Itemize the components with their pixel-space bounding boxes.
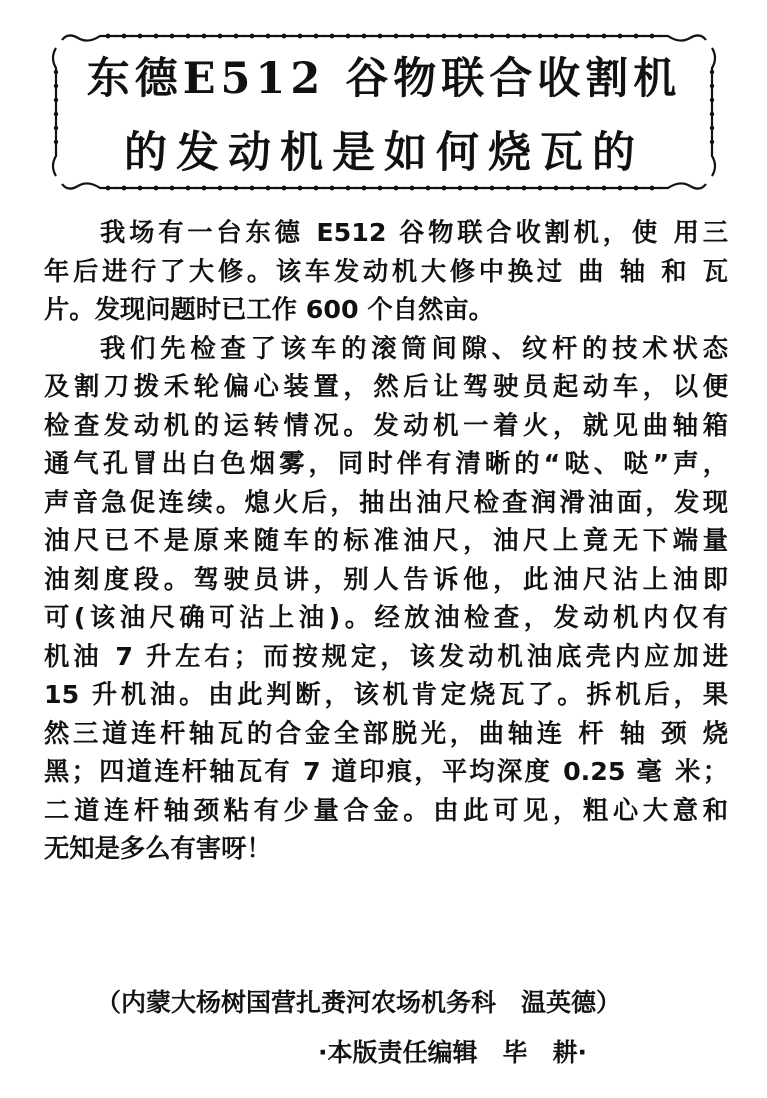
article-body [44,214,728,869]
article-line: 15 升机油。由此判断，该机肯定烧瓦了。拆机后，果 [44,680,728,709]
article-line: 无知是多么有害呀！ [44,834,272,863]
article-line: 我场有一台东德 E512 谷物联合收割机，使 用三 [100,218,728,247]
article-line: 机油 7 升左右；而按规定，该发动机油底壳内应加进 [44,641,728,671]
headline-line-2: 的发动机是如何烧瓦的 [124,128,644,178]
author-byline: （内蒙大杨树国营扎赉河农场机务科 温英德） [96,988,622,1017]
article-line: 我们先检查了该车的滚筒间隙、纹杆的技术状态 [100,333,728,363]
article-line: 片。发现问题时已工作 600 个自然亩。 [44,295,494,324]
headline-line-1: 东德E512 谷物联合收割机 [86,54,682,104]
article-line: 二道连杆轴颈粘有少量合金。由此可见，粗心大意和 [44,795,728,825]
article-line: 可(该油尺确可沾上油)。经放油检查，发动机内仅有 [44,603,728,632]
article-line: 黑；四道连杆轴瓦有 7 道印痕，平均深度 0.25 毫 米； [44,757,728,786]
article-line: 然三道连杆轴瓦的合金全部脱光，曲轴连 杆 轴 颈 烧 [44,718,728,748]
article-line: 通气孔冒出白色烟雾，同时伴有清晰的“哒、哒”声， [44,449,728,478]
article-line: 年后进行了大修。该车发动机大修中换过 曲 轴 和 瓦 [44,256,728,286]
article-line: 油刻度段。驾驶员讲，别人告诉他，此油尺沾上油即 [44,564,728,594]
article-line: 检查发动机的运转情况。发动机一着火，就见曲轴箱 [44,410,728,440]
article-line: 及割刀拨禾轮偏心装置，然后让驾驶员起动车，以便 [44,372,728,401]
article-line: 声音急促连续。熄火后，抽出油尺检查润滑油面，发现 [44,487,728,517]
article-line: 油尺已不是原来随车的标准油尺，油尺上竟无下端量 [44,526,728,555]
editor-credit: ·本版责任编辑 毕 耕· [318,1038,587,1067]
title-box [48,28,720,196]
